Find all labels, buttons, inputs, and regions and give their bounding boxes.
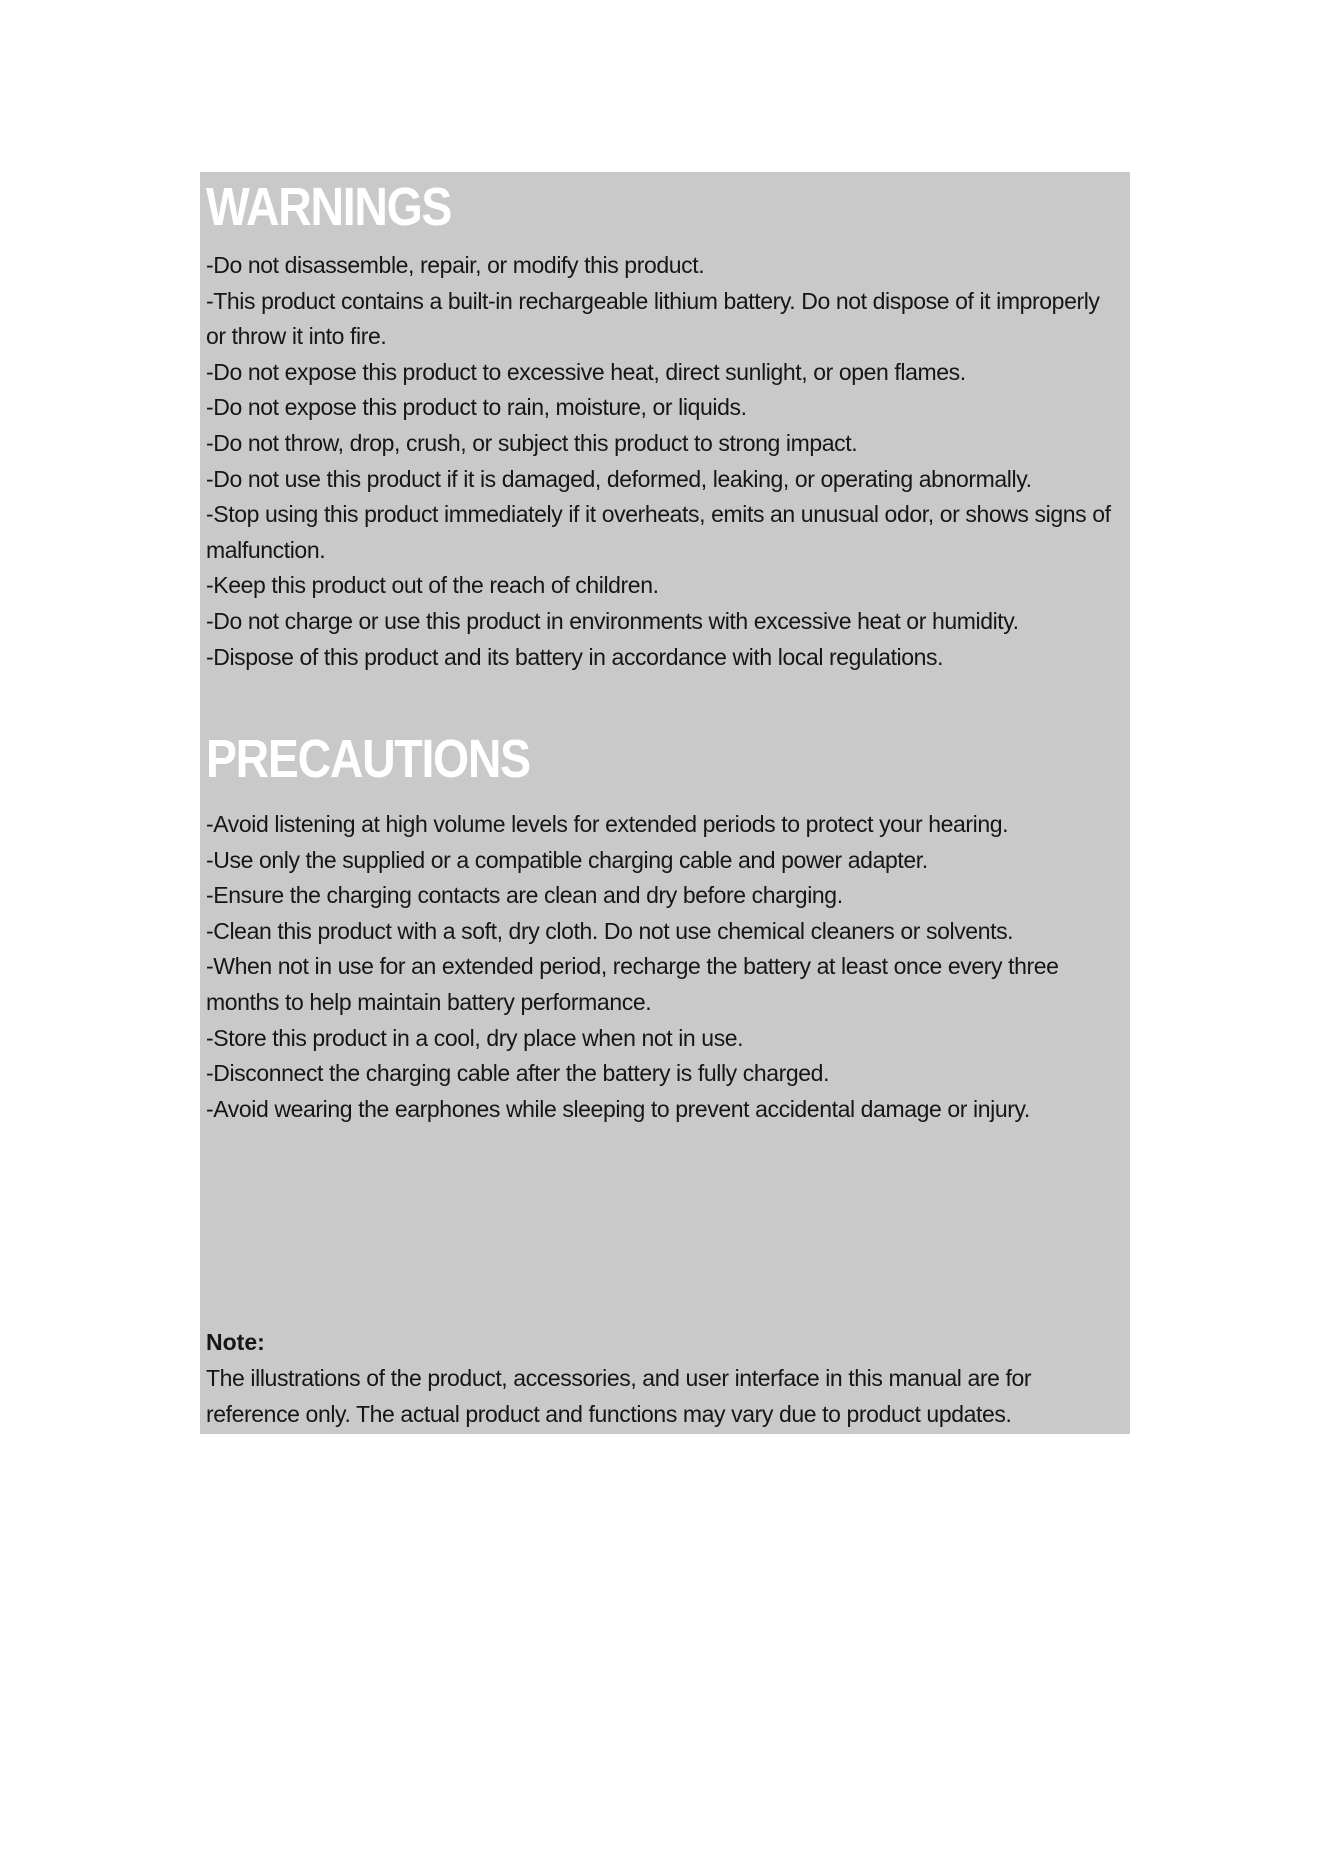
precaution-item: -Clean this product with a soft, dry cloth. Do not use chemical cleaners or solvents. <box>206 917 1014 944</box>
manual-panel <box>200 172 1130 1434</box>
warnings-list <box>206 248 1116 675</box>
precaution-item: -Avoid wearing the earphones while sleeping to prevent accidental damage or injury. <box>206 1095 1030 1122</box>
note-text: The illustrations of the product, accessories, and user interface in this manual are for reference only. The actual product and functions may vary due to product updates. <box>206 1365 1032 1427</box>
precaution-item: -Use only the supplied or a compatible charging cable and power adapter. <box>206 846 928 873</box>
warning-item: -Dispose of this product and its battery in accordance with local regulations. <box>206 643 944 670</box>
precaution-item: -Avoid listening at high volume levels for extended periods to protect your hearing. <box>206 811 1009 837</box>
precautions-heading: PRECAUTIONS <box>206 729 530 789</box>
precautions-list <box>206 807 1116 1127</box>
precaution-item: -Store this product in a cool, dry place when not in use. <box>206 1024 744 1051</box>
warning-item: -Do not expose this product to excessive heat, direct sunlight, or open flames. <box>206 358 966 385</box>
precaution-item: -Ensure the charging contacts are clean and dry before charging. <box>206 882 843 909</box>
warning-item: -Do not expose this product to rain, moisture, or liquids. <box>206 394 747 421</box>
warning-item: -Do not charge or use this product in environments with excessive heat or humidity. <box>206 607 1019 634</box>
warning-item: -Do not disassemble, repair, or modify this product. <box>206 252 705 278</box>
warning-item: -Stop using this product immediately if it overheats, emits an unusual odor, or shows signs of malfunction. <box>206 501 1111 563</box>
warning-item: -Do not throw, drop, crush, or subject this product to strong impact. <box>206 429 858 456</box>
note-label: Note: <box>206 1329 265 1355</box>
warnings-heading: WARNINGS <box>206 177 452 237</box>
precaution-item: -Disconnect the charging cable after the battery is fully charged. <box>206 1060 830 1087</box>
warning-item: -Do not use this product if it is damaged, deformed, leaking, or operating abnormally. <box>206 465 1032 492</box>
warning-item: -This product contains a built-in rechargeable lithium battery. Do not dispose of it improperly or throw it into fire. <box>206 287 1100 350</box>
warning-item: -Keep this product out of the reach of children. <box>206 572 659 599</box>
precaution-item: -When not in use for an extended period, recharge the battery at least once every three months to help maintain battery performance. <box>206 953 1059 1015</box>
